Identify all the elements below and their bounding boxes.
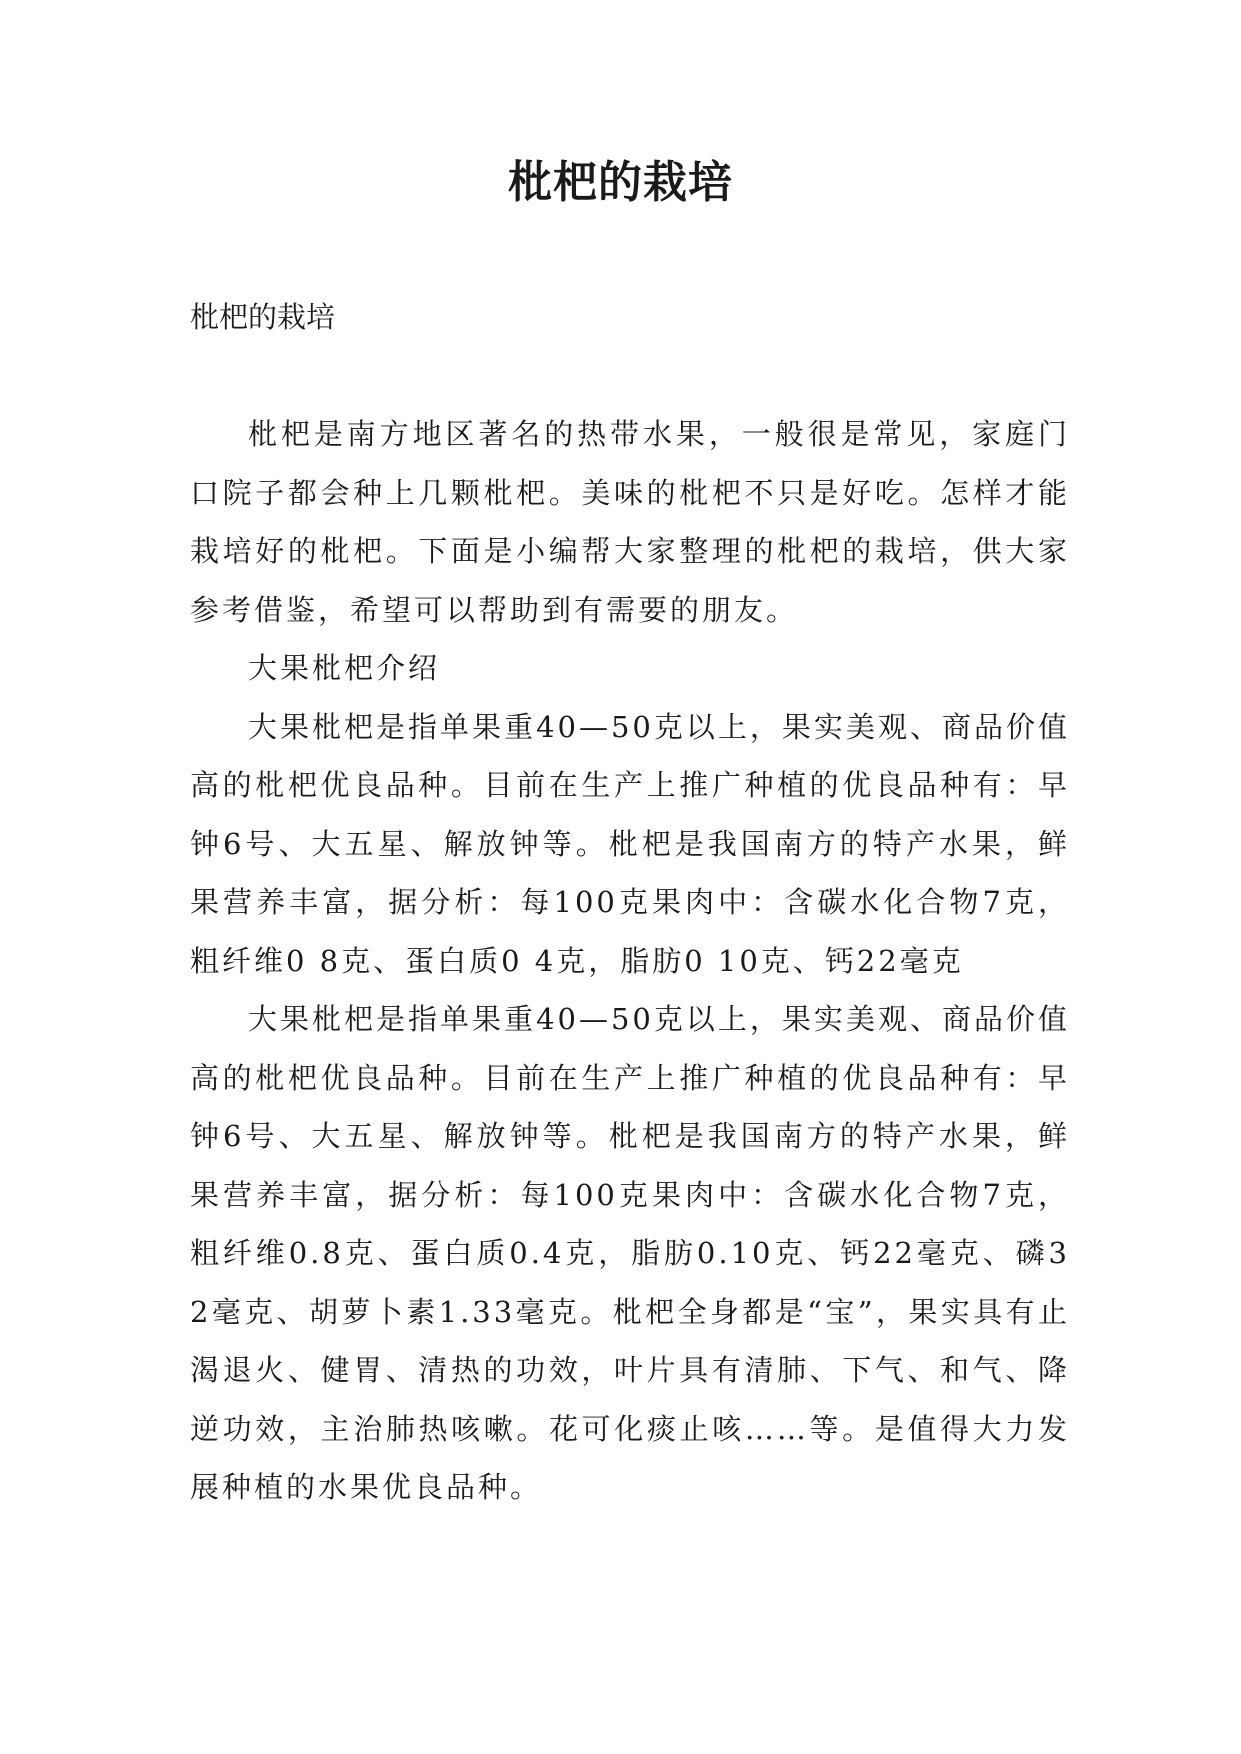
document-subtitle: 枇杷的栽培 (190, 300, 336, 334)
paragraph-description-1: 大果枇杷是指单果重40—50克以上，果实美观、商品价值高的枇杷优良品种。目前在生产上推广种植的优良品种有：早钟6号、大五星、解放钟等。枇杷是我国南方的特产水果，鲜果营养丰富，据分析：每100克果肉中：含碳水化合物7克，粗纤维0 8克、蛋白质0 4克，脂肪0 10克、钙22毫克 (190, 709, 1070, 978)
paragraph-description-2: 大果枇杷是指单果重40—50克以上，果实美观、商品价值高的枇杷优良品种。目前在生产上推广种植的优良品种有：早钟6号、大五星、解放钟等。枇杷是我国南方的特产水果，鲜果营养丰富，据分析：每100克果肉中：含碳水化合物7克，粗纤维0.8克、蛋白质0.4克，脂肪0.10克、钙22毫克、磷32毫克、胡萝卜素1.33毫克。枇杷全身都是“宝”，果实具有止渴退火、健胃、清热的功效，叶片具有清肺、下气、和气、降逆功效，主治肺热咳嗽。花可化痰止咳……等。是值得大力发展种植的水果优良品种。 (190, 1002, 1070, 1504)
paragraph-intro: 枇杷是南方地区著名的热带水果，一般很是常见，家庭门口院子都会种上几颗枇杷。美味的枇杷不只是好吃。怎样才能栽培好的枇杷。下面是小编帮大家整理的枇杷的栽培，供大家参考借鉴，希望可以帮助到有需要的朋友。 (190, 417, 1070, 627)
document-title: 枇杷的栽培 (508, 157, 733, 208)
section-heading: 大果枇杷介绍 (248, 651, 441, 685)
document-body (190, 405, 1070, 1517)
